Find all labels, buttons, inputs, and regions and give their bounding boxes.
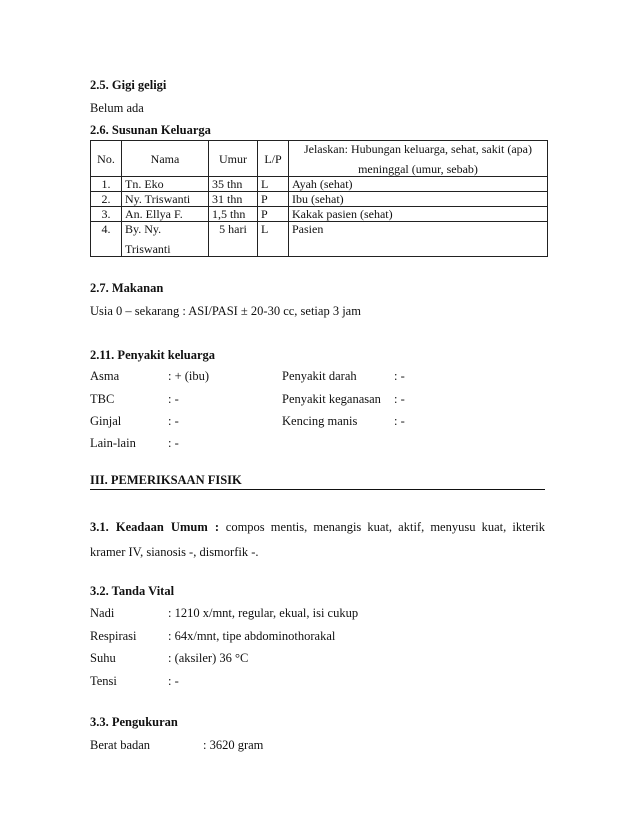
food-value: Usia 0 – sekarang : ASI/PASI ± 20-30 cc, setiap 3 jam: [90, 304, 361, 318]
disease-value-ginjal: : -: [168, 414, 179, 428]
cell-no: 1.: [91, 177, 122, 192]
teeth-value: Belum ada: [90, 101, 144, 115]
cell-name: [122, 222, 209, 257]
cell-name-line1: By. Ny.: [125, 222, 162, 236]
vital-label-tensi: Tensi: [90, 674, 117, 688]
col-explanation-line2: meninggal (umur, sebab): [358, 162, 478, 176]
section-food-heading: 2.7. Makanan: [90, 281, 164, 295]
cell-sex: L: [258, 177, 289, 192]
col-sex: L/P: [258, 141, 289, 177]
general-line1: [90, 520, 545, 535]
cell-note: Ayah (sehat): [289, 177, 548, 192]
cell-age: 1,5 thn: [209, 207, 258, 222]
general-line2: kramer IV, sianosis -, dismorfik -.: [90, 545, 259, 559]
cell-sex: P: [258, 192, 289, 207]
cell-age: 5 hari: [209, 222, 258, 257]
vital-value-suhu: : (aksiler) 36 °C: [168, 651, 249, 665]
vital-label-nadi: Nadi: [90, 606, 115, 620]
disease-value-keganasan: : -: [394, 392, 405, 406]
cell-age: 35 thn: [209, 177, 258, 192]
disease-label-lain: Lain-lain: [90, 436, 136, 450]
col-explanation-line1: Jelaskan: Hubungan keluarga, sehat, sakit (apa): [303, 142, 533, 156]
table-row: [91, 192, 548, 207]
family-table: [90, 140, 548, 257]
table-row: [91, 207, 548, 222]
section-measure-heading: 3.3. Pengukuran: [90, 715, 178, 729]
cell-sex: L: [258, 222, 289, 257]
cell-name: Tn. Eko: [122, 177, 209, 192]
cell-age: 31 thn: [209, 192, 258, 207]
table-row: [91, 177, 548, 192]
disease-label-kencing-manis: Kencing manis: [282, 414, 358, 428]
disease-label-ginjal: Ginjal: [90, 414, 122, 428]
cell-name: An. Ellya F.: [122, 207, 209, 222]
cell-sex: P: [258, 207, 289, 222]
measure-value-weight: : 3620 gram: [203, 738, 264, 752]
cell-note: Pasien: [289, 222, 548, 257]
section-divider: [90, 489, 545, 490]
cell-no: 3.: [91, 207, 122, 222]
general-line1-text: compos mentis, menangis kuat, aktif, menyusu kuat, ikterik: [225, 520, 545, 534]
col-age: Umur: [209, 141, 258, 177]
general-heading: 3.1. Keadaan Umum :: [90, 520, 220, 534]
col-name: Nama: [122, 141, 209, 177]
vital-value-respirasi: : 64x/mnt, tipe abdominothorakal: [168, 629, 336, 643]
cell-no: 4.: [91, 222, 122, 257]
disease-label-darah: Penyakit darah: [282, 369, 357, 383]
section-teeth-heading: 2.5. Gigi geligi: [90, 78, 167, 92]
disease-label-tbc: TBC: [90, 392, 115, 406]
vital-label-respirasi: Respirasi: [90, 629, 137, 643]
disease-label-asma: Asma: [90, 369, 120, 383]
section-family-heading: 2.6. Susunan Keluarga: [90, 123, 211, 137]
cell-name-line2: Triswanti: [125, 242, 171, 256]
section-vitals-heading: 3.2. Tanda Vital: [90, 584, 175, 598]
cell-name: Ny. Triswanti: [122, 192, 209, 207]
vital-label-suhu: Suhu: [90, 651, 116, 665]
cell-note: Ibu (sehat): [289, 192, 548, 207]
cell-note: Kakak pasien (sehat): [289, 207, 548, 222]
vital-value-tensi: : -: [168, 674, 179, 688]
measure-label-weight: Berat badan: [90, 738, 151, 752]
disease-value-tbc: : -: [168, 392, 179, 406]
col-no: No.: [91, 141, 122, 177]
disease-value-lain: : -: [168, 436, 179, 450]
section-physical-heading: III. PEMERIKSAAN FISIK: [90, 473, 242, 487]
section-family-disease-heading: 2.11. Penyakit keluarga: [90, 348, 216, 362]
vital-value-nadi: : 1210 x/mnt, regular, ekual, isi cukup: [168, 606, 359, 620]
disease-label-keganasan: Penyakit keganasan: [282, 392, 381, 406]
disease-value-kencing-manis: : -: [394, 414, 405, 428]
family-table-header: [91, 141, 548, 177]
disease-value-darah: : -: [394, 369, 405, 383]
disease-value-asma: : + (ibu): [168, 369, 210, 383]
table-row: [91, 222, 548, 257]
col-explanation: [289, 141, 548, 177]
cell-no: 2.: [91, 192, 122, 207]
